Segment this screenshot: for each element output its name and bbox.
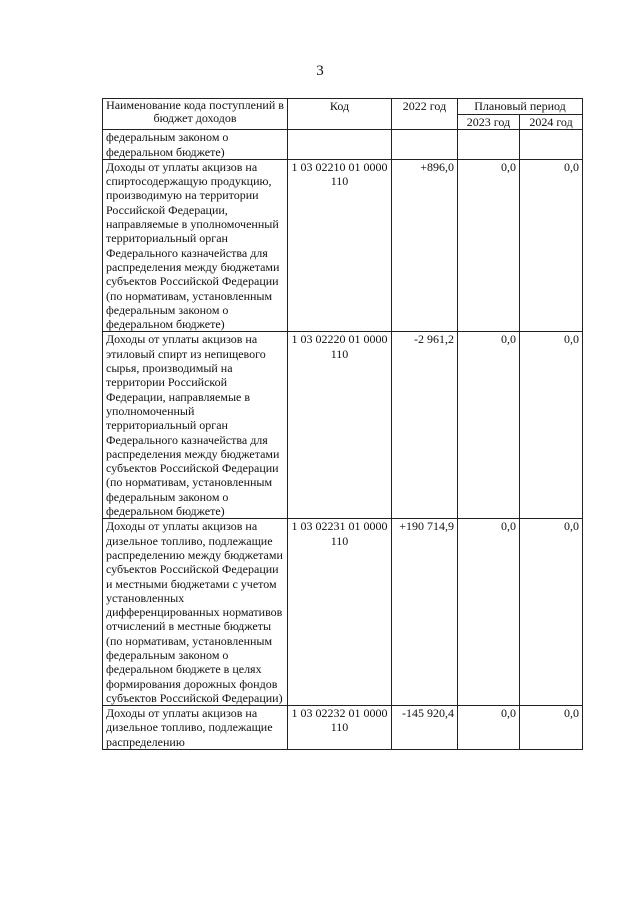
revenue-name-cell: Доходы от уплаты акцизов на дизельное топливо, подлежащие распределению bbox=[103, 706, 288, 750]
value-2024-cell bbox=[520, 130, 583, 160]
header-plan-period: Плановый период bbox=[458, 99, 583, 115]
revenue-name-cell: федеральным законом о федеральном бюджете) bbox=[103, 130, 288, 160]
value-2024-cell: 0,0 bbox=[520, 519, 583, 706]
revenue-name-cell: Доходы от уплаты акцизов на спиртосодержащую продукцию, производимую на территории Российской Федерации, направляемые в уполномоченный территориальный орган Федерального казначейства для распределения между бюджетами субъектов Российской Федерации (по нормативам, установленным федеральным законом о федеральном бюджете) bbox=[103, 159, 288, 332]
value-2024-cell: 0,0 bbox=[520, 332, 583, 519]
code-cell: 1 03 02220 01 0000 110 bbox=[288, 332, 392, 519]
table-row bbox=[103, 519, 583, 706]
value-2024-cell: 0,0 bbox=[520, 706, 583, 750]
header-code: Код bbox=[288, 99, 392, 130]
table-row bbox=[103, 332, 583, 519]
header-year-2024: 2024 год bbox=[520, 115, 583, 130]
value-2023-cell: 0,0 bbox=[458, 159, 520, 332]
value-2023-cell bbox=[458, 130, 520, 160]
value-2022-cell: -2 961,2 bbox=[392, 332, 458, 519]
value-2022-cell: +190 714,9 bbox=[392, 519, 458, 706]
budget-revenue-table bbox=[102, 98, 583, 750]
value-2022-cell: -145 920,4 bbox=[392, 706, 458, 750]
revenue-name-cell: Доходы от уплаты акцизов на дизельное топливо, подлежащие распределению между бюджетами субъектов Российской Федерации и местными бюджетами с учетом установленных дифференцированных нормативов отчислений в местные бюджеты (по нормативам, установленным федеральным законом о федеральном бюджете в целях формирования дорожных фондов субъектов Российской Федерации) bbox=[103, 519, 288, 706]
header-revenue-name: Наименование кода поступлений в бюджет доходов bbox=[103, 99, 288, 130]
value-2023-cell: 0,0 bbox=[458, 706, 520, 750]
table-row bbox=[103, 130, 583, 160]
value-2024-cell: 0,0 bbox=[520, 159, 583, 332]
code-cell bbox=[288, 130, 392, 160]
value-2023-cell: 0,0 bbox=[458, 519, 520, 706]
value-2022-cell bbox=[392, 130, 458, 160]
table-row bbox=[103, 706, 583, 750]
code-cell: 1 03 02231 01 0000 110 bbox=[288, 519, 392, 706]
page-number: 3 bbox=[316, 63, 324, 79]
revenue-name-cell: Доходы от уплаты акцизов на этиловый спирт из непищевого сырья, производимый на территории Российской Федерации, направляемые в уполномоченный территориальный орган Федерального казначейства для распределения между бюджетами субъектов Российской Федерации (по нормативам, установленным федеральным законом о федеральном бюджете) bbox=[103, 332, 288, 519]
table-row bbox=[103, 159, 583, 332]
value-2022-cell: +896,0 bbox=[392, 159, 458, 332]
header-year-2023: 2023 год bbox=[458, 115, 520, 130]
header-year-2022: 2022 год bbox=[392, 99, 458, 130]
code-cell: 1 03 02232 01 0000 110 bbox=[288, 706, 392, 750]
value-2023-cell: 0,0 bbox=[458, 332, 520, 519]
code-cell: 1 03 02210 01 0000 110 bbox=[288, 159, 392, 332]
